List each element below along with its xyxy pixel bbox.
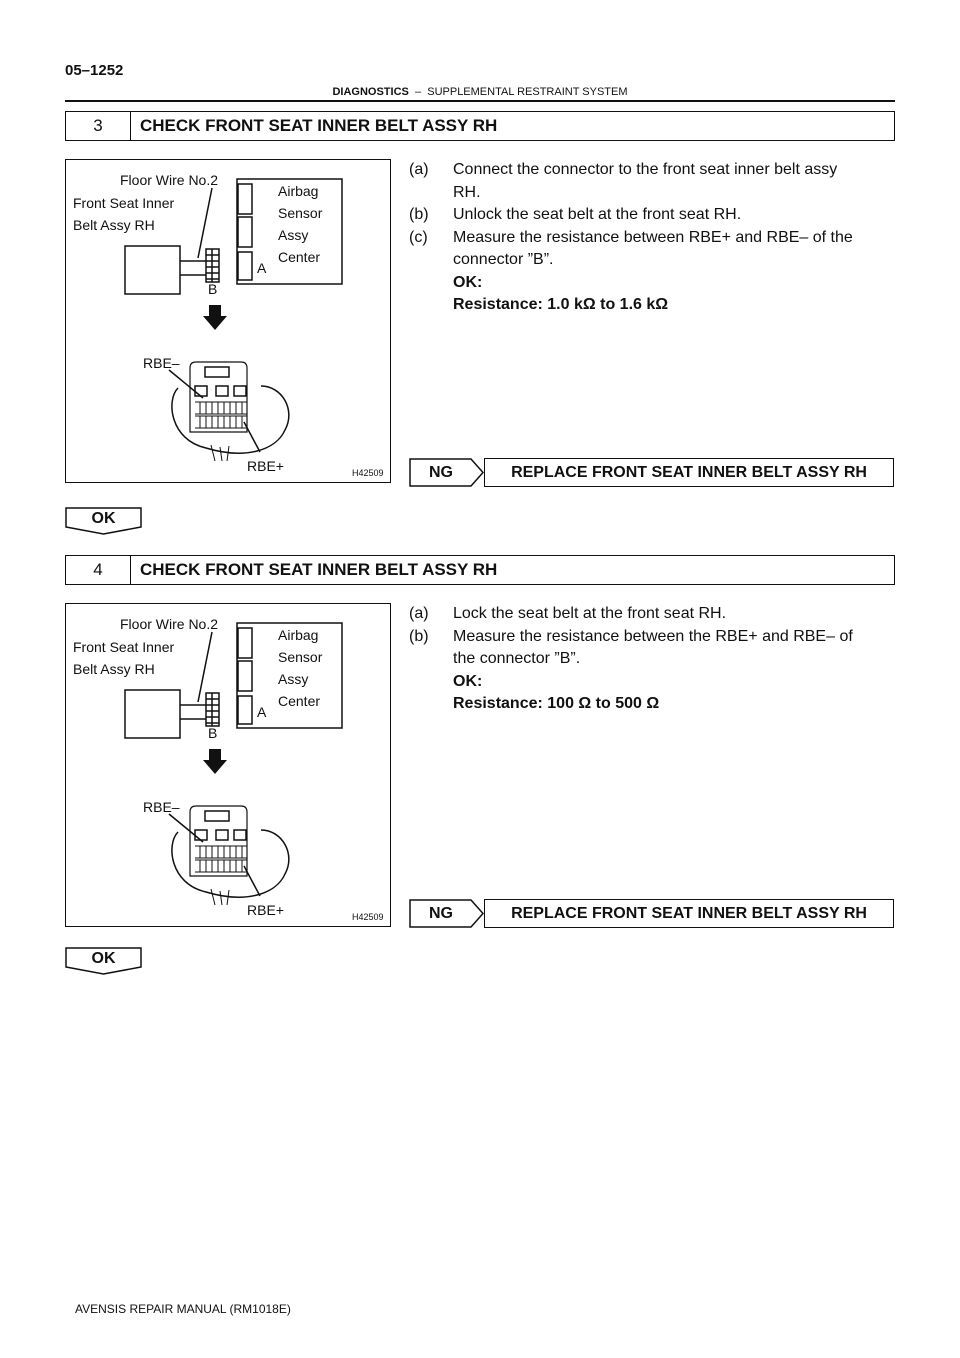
- header-subsection: SUPPLEMENTAL RESTRAINT SYSTEM: [427, 86, 628, 98]
- connector-b-label: B: [208, 281, 218, 297]
- step-number: 3: [66, 112, 131, 140]
- rbe-plus-label: RBE+: [247, 458, 284, 474]
- running-header: [0, 86, 960, 98]
- step-4-ng-branch: [409, 899, 894, 928]
- instruction-b: (b) Unlock the seat belt at the front seat RH.: [409, 206, 742, 223]
- airbag-label-3: Assy: [278, 227, 309, 243]
- down-arrow-icon: [203, 305, 227, 330]
- step-4-ok-flow: OK: [65, 947, 142, 975]
- airbag-label-2: Sensor: [278, 205, 323, 221]
- instruction-c: (c) Measure the resistance between RBE+ and RBE– of the: [409, 228, 853, 246]
- step-4-figure: [65, 603, 391, 927]
- step-3-heading: [65, 111, 895, 141]
- ok-label: OK:: [453, 273, 483, 291]
- header-separator: –: [414, 86, 422, 98]
- figure-id: H42509: [352, 468, 384, 478]
- ng-tag: NG: [409, 899, 484, 928]
- step-4-instructions: (a) Lock the seat belt at the front seat RH. (b) Measure the resistance between the RBE+ and RBE– of the connector ”B”. OK: Resistance: 100 Ω to 500 Ω: [409, 603, 895, 716]
- airbag-label-3: Assy: [278, 671, 309, 687]
- connector-a-shape: [238, 252, 252, 280]
- connector-diagram: [66, 604, 390, 926]
- step-3-ok-flow: OK: [65, 507, 142, 535]
- step-title: CHECK FRONT SEAT INNER BELT ASSY RH: [140, 116, 498, 135]
- belt-label-2: Belt Assy RH: [73, 217, 155, 233]
- instruction-a: (a) Lock the seat belt at the front seat RH.: [409, 605, 727, 622]
- page-number: 05–1252: [65, 62, 124, 79]
- connector-a-shape: [238, 696, 252, 724]
- airbag-label-4: Center: [278, 249, 321, 265]
- ng-tag: NG: [409, 458, 484, 487]
- rbe-plus-leader: [244, 866, 260, 896]
- header-rule: [65, 100, 895, 102]
- airbag-label-1: Airbag: [278, 627, 319, 643]
- belt-assy-box: [125, 690, 180, 738]
- rbe-minus-label: RBE–: [143, 355, 180, 371]
- step-3-ng-branch: [409, 458, 894, 487]
- airbag-label-1: Airbag: [278, 183, 319, 199]
- connector-diagram: [66, 160, 390, 482]
- ng-action: REPLACE FRONT SEAT INNER BELT ASSY RH: [484, 458, 894, 487]
- belt-label-1: Front Seat Inner: [73, 195, 175, 211]
- floor-wire-label: Floor Wire No.2: [120, 616, 219, 632]
- header-section: DIAGNOSTICS: [332, 86, 409, 98]
- belt-assy-box: [125, 246, 180, 294]
- rbe-plus-label: RBE+: [247, 902, 284, 918]
- rbe-minus-label: RBE–: [143, 799, 180, 815]
- step-3-figure: [65, 159, 391, 483]
- resistance-spec: Resistance: 1.0 kΩ to 1.6 kΩ: [453, 296, 669, 313]
- belt-label-1: Front Seat Inner: [73, 639, 175, 655]
- step-title: CHECK FRONT SEAT INNER BELT ASSY RH: [140, 560, 498, 579]
- belt-label-2: Belt Assy RH: [73, 661, 155, 677]
- connector-b-label: B: [208, 725, 218, 741]
- step-3-instructions: (a) Connect the connector to the front seat inner belt assy RH. (b) Unlock the seat belt at the front seat RH. (c) Measure the resistance between RBE+ and RBE– of the connector ”B”. OK: Resistance: 1.0 kΩ to 1.6 kΩ: [409, 159, 895, 317]
- connector-a-label: A: [257, 260, 267, 276]
- airbag-label-4: Center: [278, 693, 321, 709]
- step-4-heading: [65, 555, 895, 585]
- instruction-b: (b) Measure the resistance between the RBE+ and RBE– of: [409, 627, 853, 645]
- connector-a-label: A: [257, 704, 267, 720]
- down-arrow-icon: [203, 749, 227, 774]
- rbe-plus-leader: [244, 422, 260, 452]
- instruction-a: (a) Connect the connector to the front seat inner belt assy: [409, 161, 838, 178]
- footer-manual-title: AVENSIS REPAIR MANUAL (RM1018E): [75, 1302, 291, 1316]
- resistance-spec: Resistance: 100 Ω to 500 Ω: [453, 695, 660, 712]
- ok-label: OK:: [453, 672, 483, 690]
- floor-wire-label: Floor Wire No.2: [120, 172, 219, 188]
- step-number: 4: [66, 556, 131, 584]
- airbag-label-2: Sensor: [278, 649, 323, 665]
- figure-id: H42509: [352, 912, 384, 922]
- ng-action: REPLACE FRONT SEAT INNER BELT ASSY RH: [484, 899, 894, 928]
